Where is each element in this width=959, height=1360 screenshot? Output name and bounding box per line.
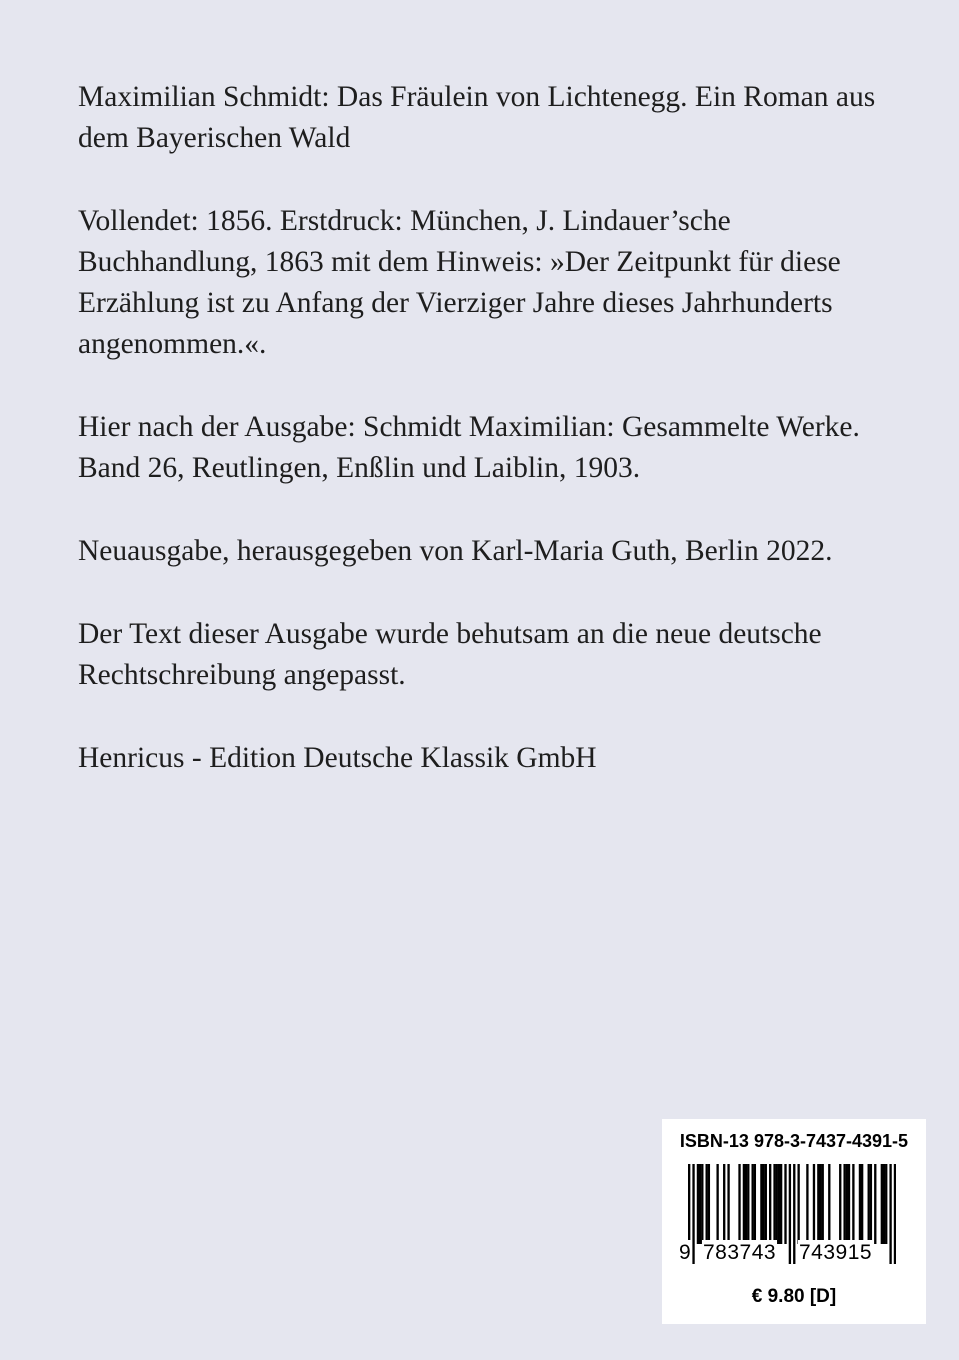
barcode-bar [747, 1164, 749, 1244]
barcode-left-digits: 783743 [703, 1241, 777, 1264]
barcode-bar [723, 1164, 725, 1244]
barcode-bar [848, 1164, 850, 1244]
barcode-bar [883, 1164, 885, 1244]
barcode-bar [846, 1164, 848, 1244]
title-paragraph: Maximilian Schmidt: Das Fräulein von Lichtenegg. Ein Roman aus dem Bayerischen Wald [78, 81, 876, 154]
barcode-bar [745, 1164, 747, 1244]
barcode-bar [859, 1164, 861, 1244]
barcode-bar [861, 1164, 863, 1244]
barcode-bar [716, 1164, 718, 1244]
barcode-bar [762, 1164, 764, 1244]
barcode-bar [780, 1164, 782, 1244]
barcode-bar [738, 1164, 740, 1244]
barcode-bar [754, 1164, 756, 1244]
barcode-bar [828, 1164, 830, 1244]
price-label: € 9.80 [D] [751, 1286, 837, 1307]
barcode-bar [699, 1164, 701, 1244]
barcode-bar [697, 1164, 699, 1244]
barcode-bar [773, 1164, 775, 1244]
barcode-bar [868, 1164, 870, 1244]
barcode-right-digits: 743915 [799, 1241, 873, 1264]
barcode-first-digit: 9 [679, 1241, 691, 1264]
barcode-bar [743, 1164, 745, 1244]
isbn-label: ISBN-13 978-3-7437-4391-5 [679, 1131, 909, 1151]
barcode-bar [889, 1164, 891, 1264]
barcode-bar [727, 1164, 729, 1244]
barcode-bar [778, 1164, 780, 1244]
barcode-bar [706, 1164, 708, 1244]
barcode-bar [813, 1164, 815, 1244]
source-edition-paragraph: Hier nach der Ausgabe: Schmidt Maximilian: Gesammelte Werke. Band 26, Reutlingen, Enßlin und Laiblin, 1903. [78, 411, 860, 484]
imprint-text [78, 77, 898, 821]
barcode-bar [701, 1164, 703, 1244]
barcode-bar [822, 1164, 824, 1244]
barcode-bar [760, 1164, 762, 1244]
barcode-bar [874, 1164, 876, 1244]
orthography-note-paragraph: Der Text dieser Ausgabe wurde behutsam an die neue deutsche Rechtschreibung angepasst. [78, 618, 822, 691]
barcode-bar [784, 1164, 786, 1244]
barcode-bar [708, 1164, 710, 1244]
barcode-bar [843, 1164, 845, 1244]
barcode-box [662, 1119, 926, 1324]
barcode-bar [751, 1164, 753, 1244]
barcode-bar [894, 1164, 896, 1264]
barcode-bar [885, 1164, 887, 1244]
publisher-paragraph: Henricus - Edition Deutsche Klassik GmbH [78, 742, 597, 774]
barcode-bar [870, 1164, 872, 1244]
publication-history-paragraph: Vollendet: 1856. Erstdruck: München, J. Lindauer’sche Buchhandlung, 1863 mit dem Hinweis: »Der Zeitpunkt für diese Erzählung ist zu Anfang der Vierziger Jahre dieses Jahrhunderts angenommen.«. [78, 205, 841, 360]
barcode-bar [765, 1164, 767, 1244]
barcode-bar [819, 1164, 821, 1244]
barcode-bar [793, 1164, 795, 1264]
barcode-bar [817, 1164, 819, 1244]
barcode-bar [692, 1164, 694, 1264]
barcode-bar [776, 1164, 778, 1244]
barcode-bar [797, 1164, 799, 1244]
new-edition-paragraph: Neuausgabe, herausgegeben von Karl-Maria Guth, Berlin 2022. [78, 535, 833, 567]
barcode-bar [789, 1164, 791, 1264]
barcode-bar [806, 1164, 808, 1244]
barcode-bar [881, 1164, 883, 1244]
barcode-bar [852, 1164, 854, 1244]
barcode-bar [769, 1164, 771, 1244]
barcode-bar [839, 1164, 841, 1244]
